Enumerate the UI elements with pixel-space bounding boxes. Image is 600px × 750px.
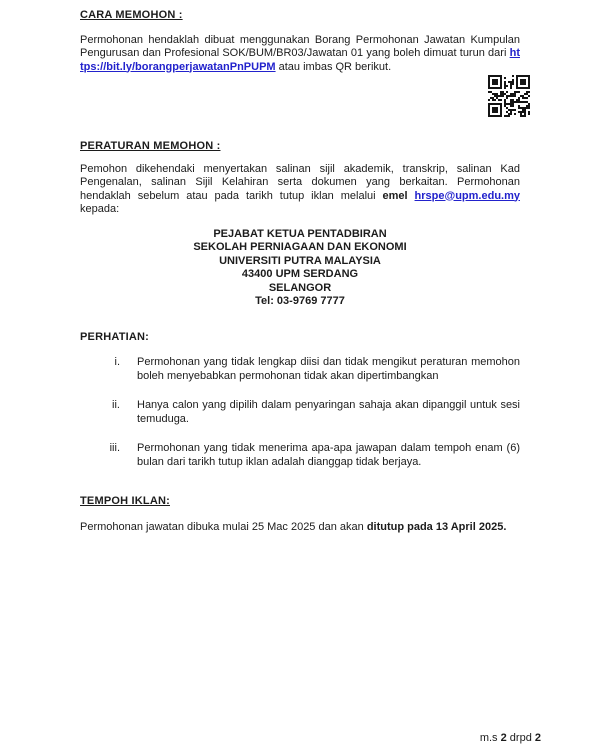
footer-page-number: 2 [500, 731, 507, 744]
cara-memohon-paragraph [80, 34, 520, 75]
footer-total-pages: 2 [534, 731, 541, 744]
cara-memohon-heading: CARA MEMOHON : [80, 9, 183, 21]
cara-memohon-text-after-link: atau imbas QR berikut. [275, 60, 392, 73]
peraturan-memohon-heading: PERATURAN MEMOHON : [80, 140, 221, 152]
address-line-postcode: 43400 UPM SERDANG [241, 268, 359, 280]
address-line-telephone: Tel: 03-9769 7777 [255, 295, 345, 307]
qr-code-icon [488, 75, 530, 117]
perhatian-list-item [80, 399, 520, 426]
list-item-text: Permohonan yang tidak menerima apa-apa jawapan dalam tempoh enam (6) bulan dari tarikh tutup iklan adalah dianggap tidak berjaya. [137, 442, 520, 468]
peraturan-bold-word: emel [382, 189, 415, 202]
tempoh-iklan-paragraph [80, 521, 520, 535]
perhatian-list [80, 356, 520, 469]
list-item-text: Permohonan yang tidak lengkap diisi dan tidak mengikut peraturan memohon boleh menyebabkan permohonan tidak akan dipertimbangkan [137, 356, 520, 382]
email-link[interactable]: hrspe@upm.edu.my [414, 189, 520, 202]
address-line-school: SEKOLAH PERNIAGAAN DAN EKONOMI [193, 241, 407, 253]
address-line-state: SELANGOR [268, 281, 332, 294]
perhatian-list-item [80, 442, 520, 469]
address-block [80, 228, 520, 309]
perhatian-list-item [80, 356, 520, 383]
cara-memohon-text-before-link: Permohonan hendaklah dibuat menggunakan Borang Permohonan Jawatan Kumpulan Pengurusan dan Profesional SOK/BUM/BR03/Jawatan 01 yang boleh dimuat turun dari [80, 33, 520, 59]
perhatian-heading: PERHATIAN: [80, 330, 150, 343]
tempoh-iklan-heading: TEMPOH IKLAN: [80, 495, 170, 507]
list-item-numeral: iii. [109, 442, 120, 454]
list-item-numeral: ii. [112, 399, 120, 411]
application-form-link[interactable]: https://bit.ly/borangperjawatanPnPUPM [80, 47, 520, 73]
peraturan-memohon-paragraph [80, 163, 520, 217]
peraturan-text-before-bold: Pemohon dikehendaki menyertakan salinan sijil akademik, transkrip, salinan Kad Pengenalan, salinan Sijil Kelahiran serta dokumen yang berkaitan. Permohonan hendaklah sebelum atau pada tarikh tutup iklan melalui [80, 162, 520, 202]
address-line-office: PEJABAT KETUA PENTADBIRAN [213, 227, 387, 240]
footer-label-drpd: drpd [506, 731, 535, 744]
tempoh-text-plain: Permohonan jawatan dibuka mulai 25 Mac 2025 dan akan [80, 520, 367, 533]
closing-date-text: ditutup pada 13 April 2025. [366, 520, 507, 533]
section-cara-memohon [80, 9, 520, 74]
peraturan-text-after-link: kepada: [80, 203, 120, 215]
section-peraturan-memohon [80, 140, 520, 309]
list-item-numeral: i. [114, 356, 120, 368]
footer-label-ms: m.s [479, 731, 501, 744]
section-tempoh-iklan [80, 495, 520, 534]
address-line-university: UNIVERSITI PUTRA MALAYSIA [219, 254, 381, 267]
page-footer [480, 732, 541, 746]
section-perhatian [80, 331, 520, 470]
list-item-text: Hanya calon yang dipilih dalam penyaringan sahaja akan dipanggil untuk sesi temuduga. [137, 399, 520, 425]
